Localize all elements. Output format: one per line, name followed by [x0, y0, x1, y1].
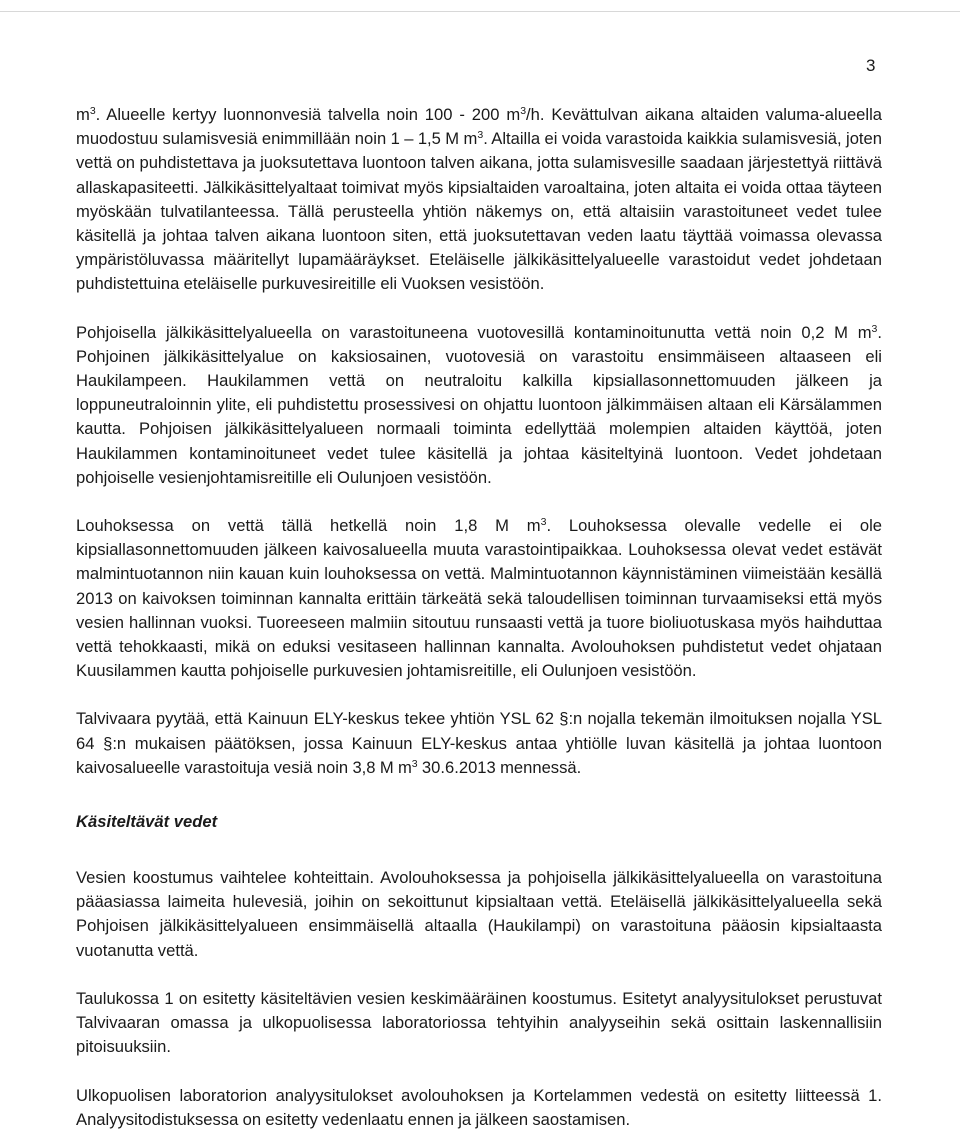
- text-run: . Alueelle kertyy luonnonvesiä talvella noin 100 - 200 m: [95, 105, 521, 124]
- paragraph-permit-request: [76, 707, 882, 780]
- page-number: 3: [866, 56, 876, 75]
- text-run: . Altailla ei voida varastoida kaikkia sulamisvesiä, joten vettä on puhdistettava ja juoksutettava luontoon talven aikana, jotta sulamisvesille saadaan järjestettyä riittävä allaskapasiteetti. Jälkikäsittelyaltaat toimivat myös kipsialtaiden varoaltaina, joten altaita ei voida ottaa täyteen myöskään tulvatilanteessa. Tällä perusteella yhtiön näkemys on, että altaisiin varastoituneet vedet tulee käsitellä ja johtaa talven aikana luontoon siten, että juoksutettavan veden laatu täyttää voimassa olevassa ympäristöluvassa määritellyt lupamääräykset. Eteläiselle jälkikäsittelyalueelle varastoidut vedet johdetaan puhdistettuina eteläiselle purkuvesireitille eli Vuoksen vesistöön.: [76, 129, 882, 294]
- paragraph-open-pit-water: [76, 514, 882, 683]
- superscript: 3: [520, 105, 527, 118]
- text-run: 30.6.2013 mennessä.: [417, 757, 582, 777]
- superscript: 3: [411, 758, 418, 771]
- superscript: 3: [477, 129, 484, 142]
- superscript: 3: [89, 105, 96, 118]
- paragraph-lab-results: Ulkopuolisen laboratorion analyysitulokset avolouhoksen ja Kortelammen vedestä on esitetty liitteessä 1. Analyysitodistuksessa on esitetty vedenlaatu ennen ja jälkeen saostamisen.: [76, 1085, 882, 1129]
- paragraph-northern-treatment-area: [76, 321, 882, 490]
- superscript: 3: [540, 516, 547, 529]
- superscript: 3: [871, 322, 878, 335]
- text-run: /h. Kevättulvan aikana altaiden valuma-alueella muodostuu sulamisvesiä enimmillään noin 1 – 1,5 M m: [76, 105, 883, 149]
- section-heading: Käsiteltävät vedet: [76, 812, 218, 832]
- text-run: . Pohjoinen jälkikäsittelyalue on kaksiosainen, vuotovesiä on varastoitu ensimmäiseen altaaseen eli Haukilampeen. Haukilammen vettä on neutraloitu kalkilla kipsiallasonnettomuuden jälkeen ja loppuneutraloinnin ylite, eli puhdistettu prosessivesi on ohjattu luontoon jälkimmäisen altaan eli Kärsälammen kautta. Pohjoisen jälkikäsittelyalueen normaali toiminta edellyttää molempien altaiden käyttöä, joten Haukilammen kontaminoituneet vedet tulee käsitellä ja johtaa käsiteltyinä luontoon. Vedet johdetaan pohjoiselle vesienjohtamisreitille eli Oulunjoen vesistöön.: [76, 322, 882, 487]
- document-body: [76, 103, 882, 1132]
- text-run: . Louhoksessa olevalle vedelle ei ole kipsiallasonnettomuuden jälkeen kaivosalueella muuta varastointipaikkaa. Louhoksessa olevat vedet estävät malmintuotannon niin kauan kuin louhoksessa on vettä. Malmintuotannon käynnistäminen viimeistään kesällä 2013 on kaivoksen toiminnan kannalta erittäin tärkeätä sekä taloudellisen toiminnan turvaamiseksi että myös vesien hallinnan vuoksi. Tuoreeseen malmiin sitoutuu runsaasti vettä ja tuore bioliuotuskasa myös haihduttaa vettä tehokkaasti, mikä on eduksi vesitaseen hallinnan kannalta. Avolouhoksen puhdistetut vedet ohjataan Kuusilammen kautta pohjoiselle purkuvesien johtamisreitille, eli Oulunjoen vesistöön.: [76, 516, 882, 681]
- paragraph-water-composition: Vesien koostumus vaihtelee kohteittain. Avolouhoksessa ja pohjoisella jälkikäsittelyalueella on varastoituna pääasiassa laimeita hulevesiä, joihin on sekoittunut kipsialtaan vettä. Eteläisellä jälkikäsittelyalueella sekä Pohjoisen jälkikäsittelyalueen ensimmäisellä altaalla (Haukilampi) on varastoituna pääosin kipsialtaasta vuotanutta vettä.: [76, 868, 882, 960]
- paragraph-meltwater-storage: [76, 103, 882, 297]
- text-run: m: [76, 105, 90, 124]
- text-run: Pohjoisella jälkikäsittelyalueella on varastoituneena vuotovesillä kontaminoitunutta vettä noin 0,2 M m: [76, 322, 872, 342]
- text-run: Louhoksessa on vettä tällä hetkellä noin 1,8 M m: [76, 516, 541, 536]
- paragraph-table-reference: Taulukossa 1 on esitetty käsiteltävien vesien keskimääräinen koostumus. Esitetyt analyysitulokset perustuvat Talvivaaran omassa ja ulkopuolisessa laboratoriossa tehtyihin analyyseihin sekä osittain laskennallisiin pitoisuuksiin.: [76, 988, 882, 1057]
- text-run: Talvivaara pyytää, että Kainuun ELY-keskus tekee yhtiön YSL 62 §:n nojalla tekemän ilmoituksen nojalla YSL 64 §:n mukaisen päätöksen, jossa Kainuun ELY-keskus antaa yhtiölle luvan käsitellä ja johtaa luontoon kaivosalueelle varastoituja vesiä noin 3,8 M m: [76, 709, 882, 777]
- top-divider: [0, 11, 960, 12]
